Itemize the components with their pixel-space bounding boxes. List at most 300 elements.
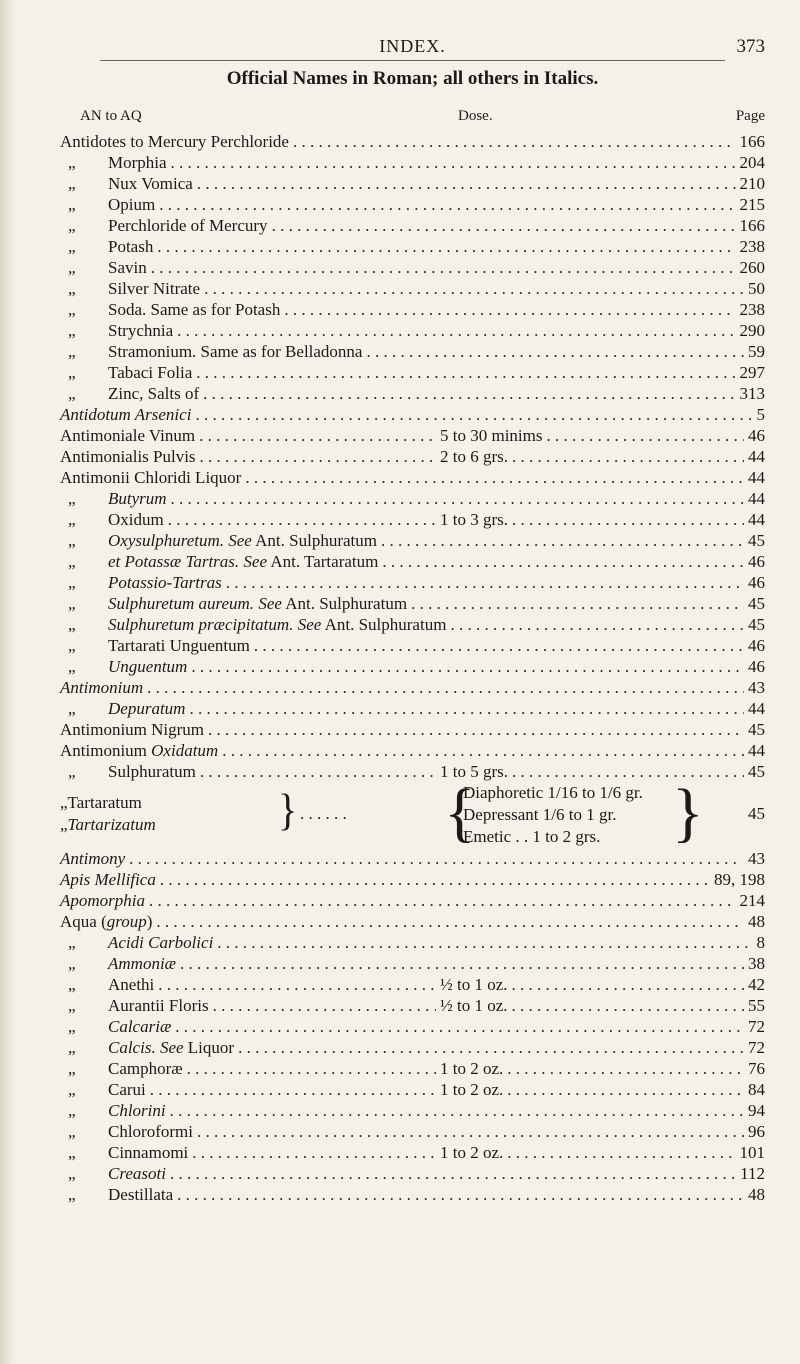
index-entry bbox=[60, 215, 765, 236]
entry-title: Potassio-Tartras bbox=[108, 573, 222, 592]
ditto-mark: „ bbox=[68, 573, 76, 592]
dot-leader bbox=[170, 1100, 744, 1121]
entry-page: 260 bbox=[739, 258, 765, 277]
entry-page: 45 bbox=[748, 531, 765, 550]
see-reference: Liquor bbox=[187, 1038, 235, 1057]
dose-line: Diaphoretic 1/16 to 1/6 gr. bbox=[463, 783, 643, 802]
range-header: AN to AQ bbox=[80, 108, 142, 124]
index-entry bbox=[60, 278, 765, 299]
ditto-mark: „ bbox=[68, 933, 76, 952]
ditto-mark: „ bbox=[68, 153, 76, 172]
entry-name bbox=[60, 1058, 183, 1079]
dose-header: Dose. bbox=[458, 108, 493, 124]
entry-page: 44 bbox=[748, 741, 765, 760]
dot-leader bbox=[150, 1079, 436, 1100]
entry-name bbox=[60, 173, 193, 194]
entry-name bbox=[60, 383, 199, 404]
tartaratum-doses bbox=[463, 782, 643, 848]
index-entry bbox=[60, 572, 765, 593]
entry-page: 43 bbox=[748, 849, 765, 868]
dot-leader bbox=[157, 236, 735, 257]
dot-leader bbox=[197, 173, 736, 194]
entry-name bbox=[60, 1100, 166, 1121]
dot-leader bbox=[203, 383, 735, 404]
right-brace: } bbox=[672, 776, 704, 849]
entry-name bbox=[60, 1037, 234, 1058]
entry-page: 45 bbox=[748, 804, 765, 823]
ditto-mark: „ bbox=[68, 195, 76, 214]
index-entry bbox=[60, 614, 765, 635]
entry-page: 112 bbox=[740, 1164, 765, 1183]
dot-leader bbox=[192, 1142, 436, 1163]
ditto-mark: „ bbox=[68, 1164, 76, 1183]
entry-title: Aqua bbox=[60, 912, 97, 931]
ditto-mark: „ bbox=[68, 342, 76, 361]
entry-page: 46 bbox=[748, 636, 765, 655]
index-entry bbox=[60, 1037, 765, 1058]
entry-title: Oxysulphuretum. bbox=[108, 531, 224, 550]
ditto-mark: „ bbox=[68, 300, 76, 319]
page-number: 373 bbox=[736, 36, 765, 57]
entry-page: 46 bbox=[748, 657, 765, 676]
entry-title: Unguentum bbox=[108, 657, 188, 676]
entry-name bbox=[60, 551, 378, 572]
entry-name bbox=[60, 792, 156, 814]
see-reference: Ant. Tartaratum bbox=[270, 552, 379, 571]
entry-title: Antidotum Arsenici bbox=[60, 405, 192, 424]
ditto-mark: „ bbox=[68, 1101, 76, 1120]
ditto-mark: „ bbox=[68, 1185, 76, 1204]
entry-name bbox=[60, 848, 125, 869]
see-label: See bbox=[297, 615, 322, 634]
index-entry bbox=[60, 1058, 765, 1079]
entry-title: Antimonii Chloridi Liquor bbox=[60, 468, 242, 487]
dot-leader bbox=[170, 1163, 736, 1184]
entry-name bbox=[60, 425, 195, 446]
entry-page: 166 bbox=[739, 216, 765, 235]
entry-title: Sulphuratum bbox=[108, 762, 196, 781]
entry-page: 238 bbox=[739, 300, 765, 319]
index-entry bbox=[60, 953, 765, 974]
entry-name bbox=[60, 677, 143, 698]
index-entry bbox=[60, 530, 765, 551]
entry-dose: 1 to 5 grs. bbox=[440, 762, 508, 781]
index-entry bbox=[60, 932, 765, 953]
left-brace: { bbox=[444, 776, 476, 849]
entry-page: 48 bbox=[748, 1185, 765, 1204]
index-entry bbox=[60, 152, 765, 173]
ditto-mark: „ bbox=[68, 975, 76, 994]
ditto-mark: „ bbox=[68, 594, 76, 613]
entry-title: Morphia bbox=[108, 153, 167, 172]
index-entry bbox=[60, 173, 765, 194]
entry-page: 43 bbox=[748, 678, 765, 697]
index-entry bbox=[60, 761, 765, 782]
entry-page: 72 bbox=[748, 1038, 765, 1057]
dot-leader bbox=[200, 446, 436, 467]
ditto-mark: „ bbox=[68, 762, 76, 781]
ditto-mark: „ bbox=[68, 636, 76, 655]
ditto-mark: „ bbox=[68, 996, 76, 1015]
ditto-mark: „ bbox=[68, 237, 76, 256]
dot-leader bbox=[284, 299, 735, 320]
index-entry bbox=[60, 362, 765, 383]
entry-name bbox=[60, 1142, 188, 1163]
index-entry bbox=[60, 131, 765, 152]
entry-title: Antimoniale Vinum bbox=[60, 426, 196, 445]
entry-title: et Potassæ Tartras. bbox=[108, 552, 240, 571]
entry-page: 45 bbox=[748, 720, 765, 739]
ditto-mark: „ bbox=[68, 1017, 76, 1036]
entry-name bbox=[60, 572, 222, 593]
entry-page: 215 bbox=[739, 195, 765, 214]
entry-page: 38 bbox=[748, 954, 765, 973]
entry-title: Butyrum bbox=[108, 489, 167, 508]
dot-leader bbox=[129, 848, 744, 869]
dot-leader bbox=[204, 278, 744, 299]
entry-page: 89, 198 bbox=[714, 870, 765, 889]
entry-title: Ammoniæ bbox=[108, 954, 176, 973]
dot-leader bbox=[450, 614, 744, 635]
entry-name bbox=[60, 1184, 173, 1205]
dot-leader bbox=[366, 341, 744, 362]
entry-page: 44 bbox=[748, 468, 765, 487]
index-entry bbox=[60, 341, 765, 362]
entry-title-italic: Oxidatum bbox=[151, 741, 219, 760]
dot-leader bbox=[546, 425, 744, 446]
entry-title: Carui bbox=[108, 1080, 146, 1099]
see-reference: Ant. Sulphuratum bbox=[255, 531, 377, 550]
entry-name bbox=[60, 614, 446, 635]
dot-leader bbox=[512, 995, 744, 1016]
entry-dose: 5 to 30 minims bbox=[440, 426, 543, 445]
ditto-mark: „ bbox=[68, 321, 76, 340]
index-entry bbox=[60, 911, 765, 932]
entry-name bbox=[60, 1121, 193, 1142]
see-label: See bbox=[159, 1038, 184, 1057]
header-rule bbox=[100, 60, 725, 61]
index-entry bbox=[60, 299, 765, 320]
index-entry bbox=[60, 719, 765, 740]
index-entry bbox=[60, 869, 765, 890]
dot-leader bbox=[238, 1037, 744, 1058]
index-entry bbox=[60, 1016, 765, 1037]
entry-page: 44 bbox=[748, 510, 765, 529]
ditto-mark: „ bbox=[60, 815, 68, 834]
entry-name bbox=[60, 593, 407, 614]
entry-dose: 2 to 6 grs. bbox=[440, 447, 508, 466]
entry-name bbox=[60, 236, 153, 257]
entry-name bbox=[60, 152, 167, 173]
entry-title: Antimony bbox=[60, 849, 126, 868]
entry-name bbox=[60, 215, 268, 236]
entry-title: Depuratum bbox=[108, 699, 186, 718]
entry-name bbox=[60, 131, 289, 152]
index-entry bbox=[60, 551, 765, 572]
entry-title: Camphoræ bbox=[108, 1059, 183, 1078]
index-entry bbox=[60, 1079, 765, 1100]
entry-title: Tabaci Folia bbox=[108, 363, 193, 382]
index-entry bbox=[60, 467, 765, 488]
index-entry bbox=[60, 1100, 765, 1121]
entry-name bbox=[60, 635, 250, 656]
index-entry bbox=[60, 593, 765, 614]
ditto-mark: „ bbox=[68, 531, 76, 550]
dot-leader bbox=[254, 635, 744, 656]
ditto-mark: „ bbox=[68, 1143, 76, 1162]
ditto-mark: „ bbox=[68, 258, 76, 277]
dot-leader bbox=[213, 995, 436, 1016]
entry-page: 50 bbox=[748, 279, 765, 298]
entry-page: 46 bbox=[748, 573, 765, 592]
index-entries bbox=[60, 131, 765, 1205]
entry-title: Destillata bbox=[108, 1185, 174, 1204]
entry-page: 84 bbox=[748, 1080, 765, 1099]
index-entry bbox=[60, 1121, 765, 1142]
dot-leader bbox=[226, 572, 744, 593]
entry-title: Creasoti bbox=[108, 1164, 166, 1183]
ditto-mark: „ bbox=[68, 510, 76, 529]
entry-page: 42 bbox=[748, 975, 765, 994]
entry-title: Antimonium bbox=[60, 741, 147, 760]
entry-title: Savin bbox=[108, 258, 147, 277]
entry-title: Nux Vomica bbox=[108, 174, 193, 193]
entry-name bbox=[60, 299, 280, 320]
ditto-mark: „ bbox=[68, 1038, 76, 1057]
entry-name bbox=[60, 869, 156, 890]
entry-page: 44 bbox=[748, 447, 765, 466]
entry-name bbox=[60, 488, 167, 509]
column-headers bbox=[60, 108, 765, 128]
entry-page: 214 bbox=[739, 891, 765, 910]
entry-name bbox=[60, 890, 145, 911]
dot-leader bbox=[512, 446, 744, 467]
dot-leader bbox=[156, 911, 744, 932]
entry-title: Antimonialis Pulvis bbox=[60, 447, 196, 466]
index-subtitle: Official Names in Roman; all others in Italics. bbox=[226, 68, 599, 89]
index-entry bbox=[60, 635, 765, 656]
entry-name bbox=[60, 341, 362, 362]
index-entry bbox=[60, 677, 765, 698]
index-entry bbox=[60, 446, 765, 467]
ditto-mark: „ bbox=[68, 954, 76, 973]
index-entry bbox=[60, 425, 765, 446]
entry-name bbox=[60, 932, 213, 953]
index-entry bbox=[60, 698, 765, 719]
index-entry bbox=[60, 488, 765, 509]
dot-leader bbox=[175, 1016, 744, 1037]
entry-name bbox=[60, 995, 209, 1016]
entry-page: 55 bbox=[748, 996, 765, 1015]
index-entry bbox=[60, 194, 765, 215]
entry-page: 210 bbox=[739, 174, 765, 193]
entry-title: Opium bbox=[108, 195, 156, 214]
dot-leader bbox=[171, 488, 744, 509]
dot-leader bbox=[512, 509, 744, 530]
entry-name bbox=[60, 1163, 166, 1184]
entry-dose: 1 to 2 oz. bbox=[440, 1059, 504, 1078]
entry-title: Perchloride of Mercury bbox=[108, 216, 268, 235]
entry-name bbox=[60, 911, 152, 932]
index-entry bbox=[60, 1163, 765, 1184]
index-entry bbox=[60, 995, 765, 1016]
entry-name bbox=[60, 974, 154, 995]
dot-leader bbox=[196, 362, 735, 383]
index-entry bbox=[60, 236, 765, 257]
dot-leader bbox=[507, 1079, 744, 1100]
index-entry bbox=[60, 1142, 765, 1163]
entry-dose: 1 to 2 oz. bbox=[440, 1080, 504, 1099]
entry-title: Tartaratum bbox=[67, 793, 142, 812]
entry-title: Antimonium bbox=[60, 678, 144, 697]
entry-page: 101 bbox=[739, 1143, 765, 1162]
ditto-mark: „ bbox=[68, 1080, 76, 1099]
entry-name bbox=[60, 656, 187, 677]
dot-leader bbox=[507, 1058, 744, 1079]
dose-line: Emetic . . 1 to 2 grs. bbox=[463, 827, 601, 846]
index-entry bbox=[60, 656, 765, 677]
entry-title: Soda. Same as for Potash bbox=[108, 300, 281, 319]
entry-dose: ½ to 1 oz. bbox=[440, 975, 508, 994]
page-edge-shadow bbox=[0, 0, 14, 1364]
dot-leader bbox=[149, 890, 736, 911]
index-entry bbox=[60, 404, 765, 425]
dot-leader bbox=[512, 974, 744, 995]
dot-leader bbox=[200, 761, 436, 782]
ditto-mark: „ bbox=[68, 384, 76, 403]
entry-title: Sulphuretum aureum. bbox=[108, 594, 255, 613]
entry-name bbox=[60, 953, 176, 974]
entry-name bbox=[60, 194, 155, 215]
entry-title: Apomorphia bbox=[60, 891, 145, 910]
entry-title: Sulphuretum præcipitatum. bbox=[108, 615, 294, 634]
entry-title: Silver Nitrate bbox=[108, 279, 201, 298]
entry-name bbox=[60, 362, 192, 383]
dot-leader bbox=[151, 257, 736, 278]
dot-leader bbox=[159, 194, 735, 215]
entry-dose: ½ to 1 oz. bbox=[440, 996, 508, 1015]
dot-leader bbox=[381, 530, 744, 551]
ditto-mark: „ bbox=[68, 699, 76, 718]
entry-title: Tartarizatum bbox=[67, 815, 156, 834]
dot-leader bbox=[171, 152, 736, 173]
entry-page: 44 bbox=[748, 699, 765, 718]
tartaratum-entry bbox=[60, 776, 765, 849]
entry-name bbox=[60, 1079, 146, 1100]
dot-leader bbox=[147, 677, 744, 698]
dot-leader bbox=[195, 404, 752, 425]
see-reference: Ant. Sulphuratum bbox=[324, 615, 447, 634]
right-brace: } bbox=[278, 784, 298, 835]
entry-title: Antidotes to Mercury Perchloride bbox=[60, 132, 289, 151]
ditto-mark: „ bbox=[68, 174, 76, 193]
dot-leader bbox=[217, 932, 752, 953]
entry-name bbox=[60, 740, 218, 761]
entry-name bbox=[60, 761, 196, 782]
entry-page: 297 bbox=[739, 363, 765, 382]
entry-page: 313 bbox=[739, 384, 765, 403]
entry-page: 45 bbox=[748, 594, 765, 613]
running-head bbox=[60, 36, 765, 66]
entry-title: Acidi Carbolici bbox=[108, 933, 214, 952]
dot-leader bbox=[245, 467, 744, 488]
entry-page: 96 bbox=[748, 1122, 765, 1141]
entry-name bbox=[60, 719, 204, 740]
dot-leader bbox=[177, 320, 735, 341]
dot-leader bbox=[158, 974, 436, 995]
entry-title: Chloroformi bbox=[108, 1122, 193, 1141]
entry-name bbox=[60, 446, 196, 467]
ditto-mark: „ bbox=[60, 793, 68, 812]
dot-leader bbox=[411, 593, 744, 614]
entry-name bbox=[60, 509, 164, 530]
ditto-mark: „ bbox=[68, 552, 76, 571]
index-entry bbox=[60, 257, 765, 278]
entry-title: Calcariæ bbox=[108, 1017, 172, 1036]
dot-leader: . . . . . . bbox=[300, 804, 347, 823]
entry-dose: 1 to 2 oz. bbox=[440, 1143, 504, 1162]
entry-title: Apis Mellifica bbox=[60, 870, 156, 889]
entry-title: Zinc, Salts of bbox=[108, 384, 200, 403]
ditto-mark: „ bbox=[68, 615, 76, 634]
entry-page: 48 bbox=[748, 912, 765, 931]
dot-leader bbox=[208, 719, 744, 740]
see-label: See bbox=[243, 552, 268, 571]
index-entry bbox=[60, 509, 765, 530]
entry-name bbox=[60, 698, 185, 719]
index-entry bbox=[60, 848, 765, 869]
entry-page: 238 bbox=[739, 237, 765, 256]
entry-page: 72 bbox=[748, 1017, 765, 1036]
entry-page: 44 bbox=[748, 489, 765, 508]
dot-leader bbox=[160, 869, 710, 890]
dot-leader bbox=[177, 1184, 744, 1205]
index-entry bbox=[60, 383, 765, 404]
page-header: Page bbox=[735, 108, 765, 124]
index-entry bbox=[60, 974, 765, 995]
see-label: See bbox=[228, 531, 252, 550]
entry-page: 45 bbox=[748, 615, 765, 634]
dose-line: Depressant 1/6 to 1 gr. bbox=[463, 805, 617, 824]
entry-page: 290 bbox=[739, 321, 765, 340]
ditto-mark: „ bbox=[68, 363, 76, 382]
entry-title: Strychnia bbox=[108, 321, 174, 340]
entry-page: 204 bbox=[739, 153, 765, 172]
entry-title: Stramonium. Same as for Belladonna bbox=[108, 342, 363, 361]
entry-name bbox=[60, 467, 241, 488]
entry-page: 46 bbox=[748, 552, 765, 571]
entry-page: 45 bbox=[748, 762, 765, 781]
ditto-mark: „ bbox=[68, 1059, 76, 1078]
entry-name bbox=[60, 814, 156, 836]
entry-title: Tartarati Unguentum bbox=[108, 636, 250, 655]
see-reference: Ant. Sulphuratum bbox=[285, 594, 408, 613]
dot-leader bbox=[512, 761, 744, 782]
index-entry bbox=[60, 890, 765, 911]
index-entry bbox=[60, 1184, 765, 1205]
entry-name bbox=[60, 278, 200, 299]
dot-leader bbox=[507, 1142, 735, 1163]
entry-name bbox=[60, 530, 377, 551]
ditto-mark: „ bbox=[68, 657, 76, 676]
entry-name bbox=[60, 1016, 171, 1037]
entry-title: Cinnamomi bbox=[108, 1143, 189, 1162]
ditto-mark: „ bbox=[68, 1122, 76, 1141]
dot-leader bbox=[187, 1058, 436, 1079]
entry-title: Potash bbox=[108, 237, 154, 256]
entry-title: Antimonium Nigrum bbox=[60, 720, 205, 739]
dot-leader bbox=[180, 953, 744, 974]
